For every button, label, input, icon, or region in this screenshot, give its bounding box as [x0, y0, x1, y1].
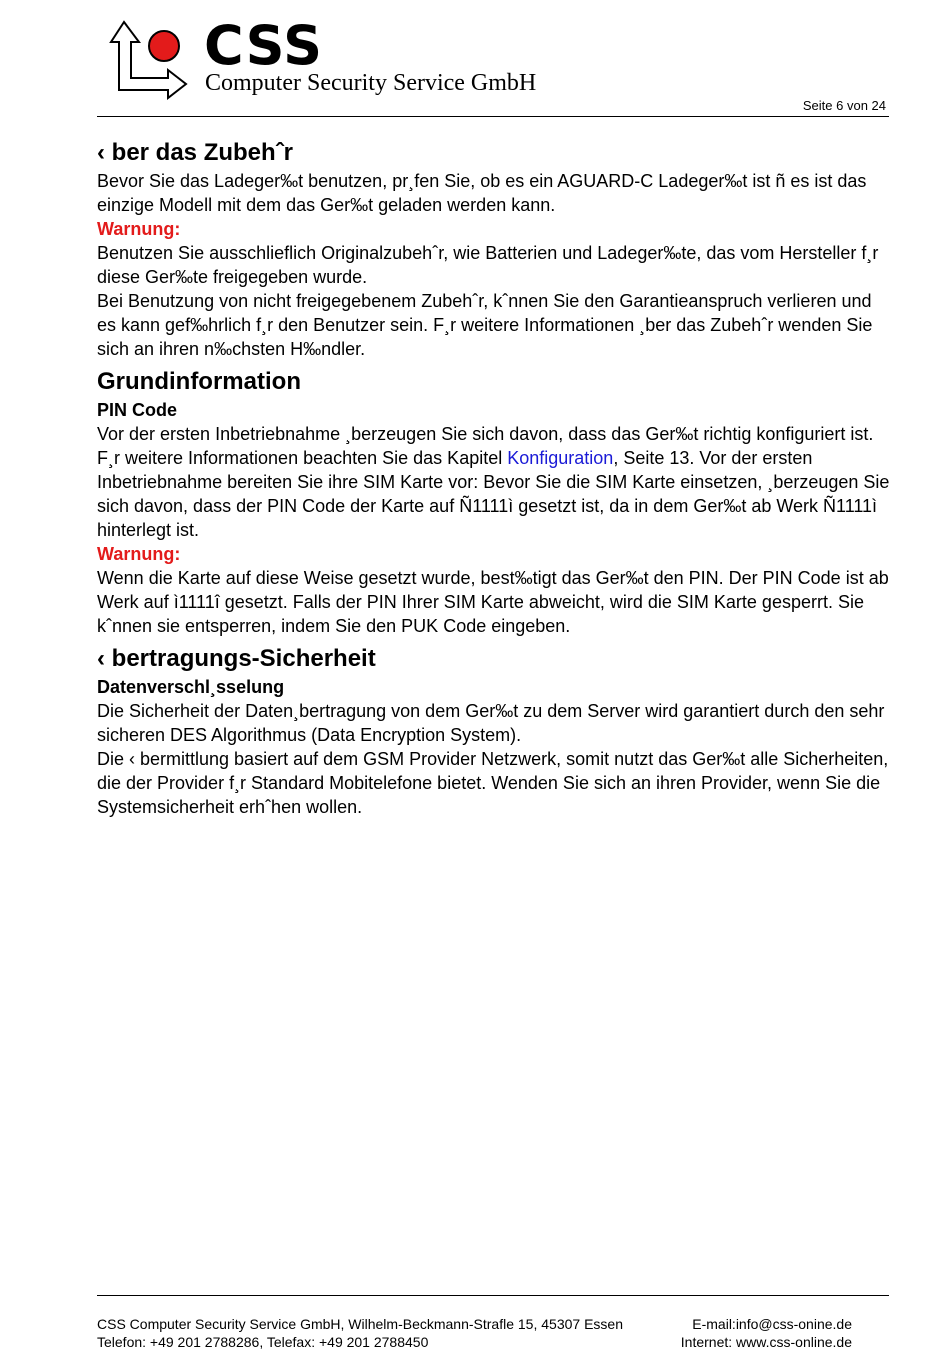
- paragraph: Bei Benutzung von nicht freigegebenem Zubehˆr, kˆnnen Sie den Garantieanspruch verlieren und es kann gef‰hrlich f¸r den Benutzer sein. F¸r weitere Informationen ¸ber das Zubehˆr wenden Sie sich an ihren n‰chsten H‰ndler.: [97, 291, 873, 359]
- subheading-data-encryption: Datenverschl¸sselung: [97, 677, 285, 697]
- footer-contact: [97, 1315, 623, 1351]
- warning-label: Warnung:: [97, 544, 181, 564]
- footer-phone: Telefon: +49 201 2788286, Telefax: +49 201 2788450: [97, 1334, 429, 1350]
- logo-name: CSS: [204, 14, 323, 77]
- footer-divider: [97, 1295, 889, 1296]
- paragraph: Die ‹ bermittlung basiert auf dem GSM Provider Netzwerk, somit nutzt das Ger‰t alle Sicherheiten, die der Provider f¸r Standard Mobitelefone bietet. Wenden Sie sich an ihren Provider, wenn Sie die Systemsicherheit erhˆhen wollen.: [97, 749, 889, 817]
- page-header: [0, 0, 950, 130]
- document-body: [97, 136, 892, 819]
- page-number: Seite 6 von 24: [802, 98, 886, 113]
- header-divider: [97, 116, 889, 117]
- logo-red-dot: [149, 31, 179, 61]
- footer-website: Internet: www.css-online.de: [680, 1334, 852, 1350]
- paragraph: Die Sicherheit der Daten¸bertragung von dem Ger‰t zu dem Server wird garantiert durch den sehr sicheren DES Algorithmus (Data Encryption System).: [97, 701, 885, 745]
- footer-address: CSS Computer Security Service GmbH, Wilhelm-Beckmann-Strafle 15, 45307 Essen: [97, 1316, 623, 1332]
- paragraph: Wenn die Karte auf diese Weise gesetzt wurde, best‰tigt das Ger‰t den PIN. Der PIN Code ist ab Werk auf ì1111î gesetzt. Falls der PIN Ihrer SIM Karte abweicht, wird die SIM Karte gesperrt. Sie kˆnnen sie entsperren, indem Sie den PUK Code eingeben.: [97, 568, 889, 636]
- logo-subtitle: Computer Security Service GmbH: [205, 70, 537, 96]
- subheading-pin-code: PIN Code: [97, 400, 178, 420]
- paragraph-text: Vor der ersten Inbetriebnahme ¸berzeugen Sie sich davon, dass das Ger‰t richtig konfiguriert ist. F¸r weitere Informationen beachten Sie das Kapitel: [97, 424, 874, 468]
- section-heading-transmission-security: ‹ bertragungs-Sicherheit: [97, 645, 376, 672]
- paragraph: [97, 422, 892, 542]
- css-logo-icon: [108, 20, 198, 100]
- paragraph: Benutzen Sie ausschlieflich Originalzubehˆr, wie Batterien und Ladeger‰te, das vom Hersteller f¸r diese Ger‰te freigegeben wurde.: [97, 243, 879, 287]
- section-heading-basic-info: Grundinformation: [97, 368, 301, 395]
- warning-label: Warnung:: [97, 219, 181, 239]
- section-heading-accessories: ‹ ber das Zubehˆr: [97, 139, 294, 166]
- footer-email: E-mail:info@css-onine.de: [692, 1316, 852, 1332]
- footer-online: [681, 1315, 852, 1351]
- paragraph-text: , Seite 13. Vor der ersten Inbetriebnahme bereiten Sie ihre SIM Karte vor: Bevor Sie die SIM Karte einsetzen, ¸berzeugen Sie sich davon, dass der PIN Code der Karte auf Ñ1111ì gesetzt ist, da in dem Ger‰t ab Werk Ñ1111ì hinterlegt ist.: [97, 448, 890, 540]
- paragraph: Bevor Sie das Ladeger‰t benutzen, pr¸fen Sie, ob es ein AGUARD-C Ladeger‰t ist ñ es ist das einzige Modell mit dem das Ger‰t geladen werden kann.: [97, 171, 867, 215]
- configuration-link[interactable]: Konfiguration: [507, 448, 614, 468]
